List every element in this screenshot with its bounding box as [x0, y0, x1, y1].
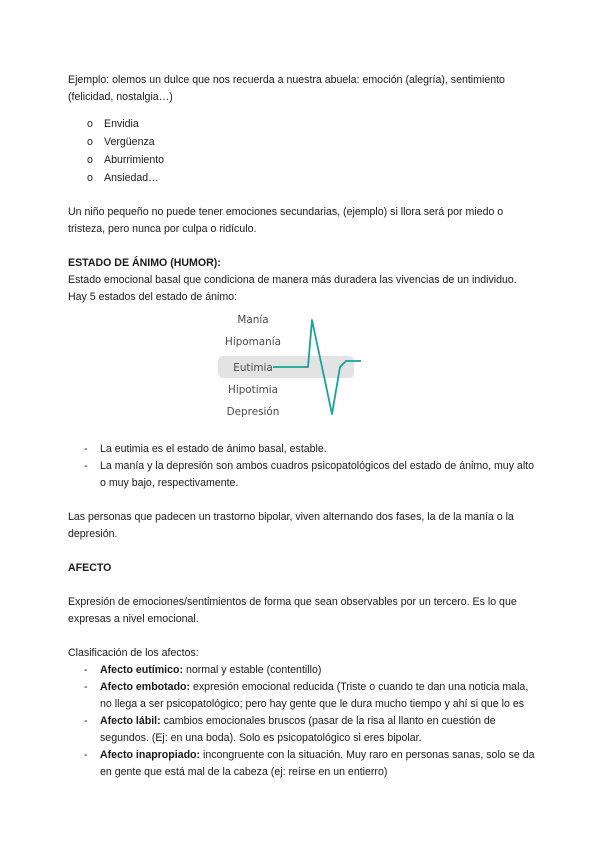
dash-marker: -	[84, 460, 88, 472]
list-item	[68, 458, 538, 492]
classification-title: Clasificación de los afectos:	[68, 647, 199, 659]
affect-description: cambios emocionales bruscos (pasar de la risa al llanto en cuestión de segundos. (Ej: en una boda). Solo es psicopatológico si eres bipolar.	[100, 715, 496, 744]
affect-description: normal y estable (contentillo)	[183, 664, 322, 676]
affect-term: Afecto embotado:	[100, 681, 191, 693]
list-item	[68, 679, 538, 713]
affect-description: expresión emocional reducida (Triste o cuando te dan una noticia mala, no llega a ser psicopatológico; pero hay gente que le dura mucho tiempo y ahí si que lo es	[100, 681, 529, 710]
secondary-emotions-list	[68, 116, 538, 187]
mood-notes-list	[68, 441, 538, 492]
list-item	[68, 713, 538, 747]
dash-marker: -	[84, 664, 88, 676]
mood-states-diagram	[68, 306, 538, 441]
affect-term: Afecto lábil:	[100, 715, 161, 727]
bullet-marker: o	[87, 118, 93, 130]
mood-heading: ESTADO DE ÁNIMO (HUMOR):	[68, 257, 221, 269]
list-item-text: La eutimia es el estado de ánimo basal, estable.	[100, 443, 327, 455]
child-note-paragraph: Un niño pequeño no puede tener emociones secundarias, (ejemplo) si llora será por miedo o tristeza, pero nunca por culpa o ridículo.	[68, 206, 504, 235]
list-item	[68, 116, 538, 133]
bullet-marker: o	[87, 136, 93, 148]
mood-state-eutimia: Eutimia	[233, 362, 273, 374]
bullet-marker: o	[87, 154, 93, 166]
affect-types-list	[68, 662, 538, 781]
affect-term: Afecto eutímico:	[100, 664, 183, 676]
list-item-text: Envidia	[104, 118, 139, 130]
dash-marker: -	[84, 443, 88, 455]
mood-state-hipomania: Hipomanía	[225, 336, 281, 348]
affect-heading: AFECTO	[68, 562, 112, 574]
list-item	[68, 747, 538, 781]
list-item-text: La manía y la depresión son ambos cuadros psicopatológicos del estado de ánimo, muy alto o muy bajo, respectivamente.	[100, 460, 535, 489]
list-item-text: Ansiedad…	[104, 172, 159, 184]
list-item	[68, 441, 538, 458]
dash-marker: -	[84, 681, 88, 693]
document-page	[68, 72, 538, 781]
example-paragraph: Ejemplo: olemos un dulce que nos recuerda a nuestra abuela: emoción (alegría), sentimiento (felicidad, nostalgia…)	[68, 74, 505, 103]
list-item	[68, 662, 538, 679]
dash-marker: -	[84, 715, 88, 727]
bullet-marker: o	[87, 172, 93, 184]
mood-count-line: Hay 5 estados del estado de ánimo:	[68, 291, 238, 303]
list-item	[68, 152, 538, 169]
affect-description: incongruente con la situación. Muy raro en personas sanas, solo se da en gente que está mal de la cabeza (ej: reírse en un entierro)	[100, 749, 535, 778]
affect-definition: Expresión de emociones/sentimientos de forma que sean observables por un tercero. Es lo que expresas a nivel emocional.	[68, 596, 517, 625]
mood-state-depresion: Depresión	[226, 406, 280, 418]
affect-term: Afecto inapropiado:	[100, 749, 201, 761]
list-item-text: Aburrimiento	[104, 154, 165, 166]
list-item	[68, 134, 538, 151]
list-item	[68, 170, 538, 187]
list-item-text: Vergüenza	[104, 136, 155, 148]
mood-state-hipotimia: Hipotimia	[228, 384, 278, 396]
bipolar-note-paragraph: Las personas que padecen un trastorno bipolar, viven alternando dos fases, la de la manía o la depresión.	[68, 511, 514, 540]
mood-definition: Estado emocional basal que condiciona de manera más duradera las vivencias de un individuo.	[68, 274, 517, 286]
dash-marker: -	[84, 749, 88, 761]
mood-state-mania: Manía	[237, 314, 269, 326]
